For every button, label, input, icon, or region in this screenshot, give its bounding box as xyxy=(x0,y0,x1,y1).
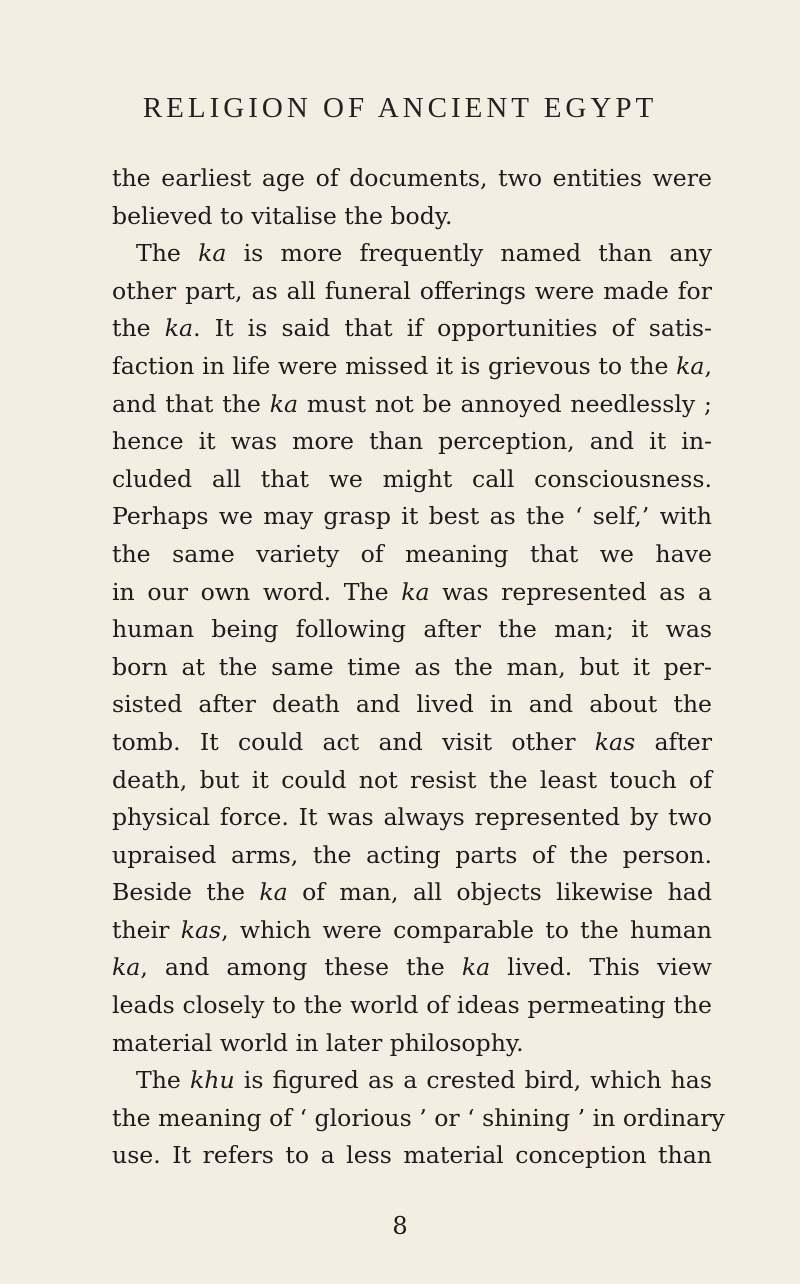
text-line: tomb. It could act and visit other kas after xyxy=(112,727,712,756)
text-line: human being following after the man; it was xyxy=(112,615,712,644)
text-line: the same variety of meaning that we have xyxy=(112,539,712,568)
text-line: Perhaps we may grasp it best as the ‘ self,’ with xyxy=(112,502,712,531)
text-line: in our own word. The ka was represented as a xyxy=(112,577,712,606)
page-number: 8 xyxy=(392,1212,408,1240)
text-line: death, but it could not resist the least touch of xyxy=(112,765,712,794)
body-text xyxy=(112,160,725,1175)
text-line: the ka. It is said that if opportunities of satis- xyxy=(112,314,712,343)
text-line: other part, as all funeral offerings were made for xyxy=(112,276,712,305)
text-line: faction in life were missed it is grievous to the ka, xyxy=(112,351,712,380)
text-line: material world in later philosophy. xyxy=(112,1028,524,1057)
text-line: the meaning of ‘ glorious ’ or ‘ shining ’ in ordinary xyxy=(112,1103,725,1132)
text-line: sisted after death and lived in and about the xyxy=(112,690,712,719)
text-line: leads closely to the world of ideas permeating the xyxy=(112,991,712,1020)
text-line: upraised arms, the acting parts of the person. xyxy=(112,840,712,869)
text-line: their kas, which were comparable to the human xyxy=(112,915,712,944)
text-line: born at the same time as the man, but it per- xyxy=(112,652,712,681)
text-line: hence it was more than perception, and it in- xyxy=(112,427,712,456)
running-head: RELIGION OF ANCIENT EGYPT xyxy=(142,92,658,124)
text-line: the earliest age of documents, two entities were xyxy=(112,164,712,192)
text-line: use. It refers to a less material conception than xyxy=(112,1141,712,1170)
text-line: The ka is more frequently named than any xyxy=(136,239,712,268)
text-line: The khu is figured as a crested bird, which has xyxy=(136,1066,712,1095)
text-line: believed to vitalise the body. xyxy=(112,201,453,230)
text-line: and that the ka must not be annoyed needlessly ; xyxy=(112,389,712,418)
text-line: cluded all that we might call consciousness. xyxy=(112,464,712,493)
text-line: Beside the ka of man, all objects likewise had xyxy=(112,878,712,907)
text-line: physical force. It was always represented by two xyxy=(112,803,712,832)
text-line: ka, and among these the ka lived. This view xyxy=(112,953,713,982)
